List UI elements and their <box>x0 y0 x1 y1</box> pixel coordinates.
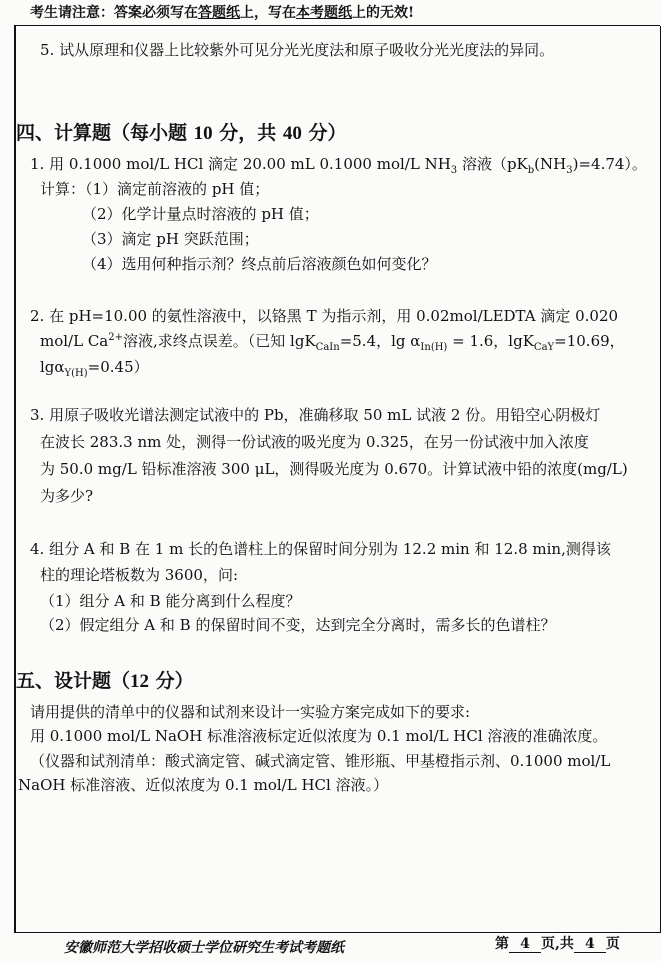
footer-page-number <box>495 933 620 953</box>
calc-2-line-3 <box>40 356 149 379</box>
calc-2-text-d: = 1.6，lgK <box>447 332 534 350</box>
footer-page-mid: 页,共 <box>541 936 574 952</box>
section-5-heading <box>16 666 194 693</box>
calc-1-sub-3q: （3）滴定 pH 突跃范围； <box>82 230 259 248</box>
notice-text-2: 上，写在 <box>240 5 296 21</box>
exam-notice <box>30 2 414 22</box>
calc-2-text-b: 溶液,求终点误差。（已知 lgK <box>123 332 316 350</box>
notice-answer-sheet: 答题纸 <box>198 5 240 21</box>
calc-4-sub-1: （1）组分 A 和 B 能分离到什么程度？ <box>40 592 301 610</box>
calc-2-line-2 <box>40 330 625 353</box>
calc-1-text-end: =4.74）。 <box>578 155 647 173</box>
design-line-2: 用 0.1000 mol/L NaOH 标准溶液标定近似浓度为 0.1 mol/L HCl 溶液的准确浓度。 <box>30 727 608 745</box>
calc-3-line-4: 为多少? <box>40 487 94 505</box>
calc-4-line-2: 柱的理论塔板数为 3600，问: <box>40 566 238 584</box>
calc-2-line-1: 2. 在 pH=10.00 的氨性溶液中，以铬黑 T 为指示剂，用 0.02mol/LEDTA 滴定 0.020 <box>30 307 619 325</box>
section-4-mid: 分，共 <box>212 122 283 144</box>
calc-1-paren-end: ) <box>572 155 579 173</box>
section-5-suffix: 分） <box>149 670 194 692</box>
notice-question-sheet: 本考题纸 <box>296 5 352 21</box>
section-5-prefix: 五、设计题（ <box>16 670 131 692</box>
calc-4-line-1: 4. 组分 A 和 B 在 1 m 长的色谱柱上的保留时间分别为 12.2 min 和 12.8 min,测得该 <box>30 540 611 558</box>
design-line-1: 请用提供的清单中的仪器和试剂来设计一实验方案完成如下的要求: <box>30 703 471 721</box>
footer-total-pages: 4 <box>574 936 606 953</box>
calc-4-sub-2: （2）假定组分 A 和 B 的保留时间不变，达到完全分离时，需多长的色谱柱？ <box>40 616 556 634</box>
notice-text-3: 上的无效! <box>352 5 415 21</box>
footer-page-pre: 第 <box>495 936 509 952</box>
calc-1-sub-1: 计算：（1）滴定前溶液的 pH 值； <box>40 180 270 198</box>
footer-university: 安徽师范大学招收硕士学位研究生考试考题纸 <box>64 940 344 956</box>
design-line-3: （仪器和试剂清单：酸式滴定管、碱式滴定管、锥形瓶、甲基橙指示剂、0.1000 mol/L <box>30 752 611 770</box>
calc-1-line-1 <box>30 153 647 176</box>
calc-3-line-3: 为 50.0 mg/L 铅标准溶液 300 μL，测得吸光度为 0.670。计算试液中铅的浓度(mg/L) <box>40 460 628 478</box>
section-4-points: 10 <box>193 123 213 144</box>
calc-1-sub-3b: 3 <box>566 165 573 176</box>
calc-2-text-g: =0.45） <box>87 358 149 376</box>
section-4-heading <box>16 118 346 145</box>
calc-1-sub-3: 3 <box>450 165 458 176</box>
section-5-points: 12 <box>130 671 150 692</box>
calc-2-text-f: lgα <box>40 358 65 376</box>
calc-3-line-1: 3. 用原子吸收光谱法测定试液中的 Pb，准确移取 50 mL 试液 2 份。用铅空心阴极灯 <box>30 406 601 424</box>
calc-2-sup: 2+ <box>108 332 124 343</box>
question-5: 5. 试从原理和仪器上比较紫外可见分光光度法和原子吸收分光光度法的异同。 <box>40 41 555 59</box>
design-line-4: NaOH 标准溶液、近似浓度为 0.1 mol/L HCl 溶液。） <box>18 776 389 794</box>
section-4-prefix: 四、计算题（每小题 <box>16 122 194 144</box>
calc-2-text-c: =5.4，lg α <box>339 332 421 350</box>
calc-2-text-a: mol/L Ca <box>40 332 109 350</box>
calc-1-sub-2: （2）化学计量点时溶液的 pH 值； <box>82 205 319 223</box>
calc-1-text-tail: 溶液（pK <box>457 155 528 173</box>
calc-2-sub-cain: CaIn <box>315 342 340 353</box>
notice-text-1: 答案必须写在 <box>114 5 198 21</box>
calc-1-sub-4: （4）选用何种指示剂？终点前后溶液颜色如何变化？ <box>82 255 437 273</box>
notice-label: 考生请注意： <box>30 5 114 21</box>
calc-1-text: 1. 用 0.1000 mol/L HCl 滴定 20.00 mL 0.1000 mol/L NH <box>30 155 451 173</box>
section-4-suffix: 分） <box>301 122 347 144</box>
calc-2-sub-cay: CaY <box>533 342 555 353</box>
calc-3-line-2: 在波长 283.3 nm 处，测得一份试液的吸光度为 0.325，在另一份试液中加入浓度 <box>40 433 589 451</box>
calc-1-sub-b: b <box>527 165 535 176</box>
calc-2-text-e: =10.69， <box>554 332 625 350</box>
calc-2-sub-yh: Y(H) <box>64 368 88 379</box>
footer-current-page: 4 <box>509 936 541 953</box>
calc-1-paren: (NH <box>534 155 567 173</box>
calc-2-sub-inh: In(H) <box>420 342 448 353</box>
footer-page-post: 页 <box>605 936 620 952</box>
section-4-total: 40 <box>282 123 302 144</box>
